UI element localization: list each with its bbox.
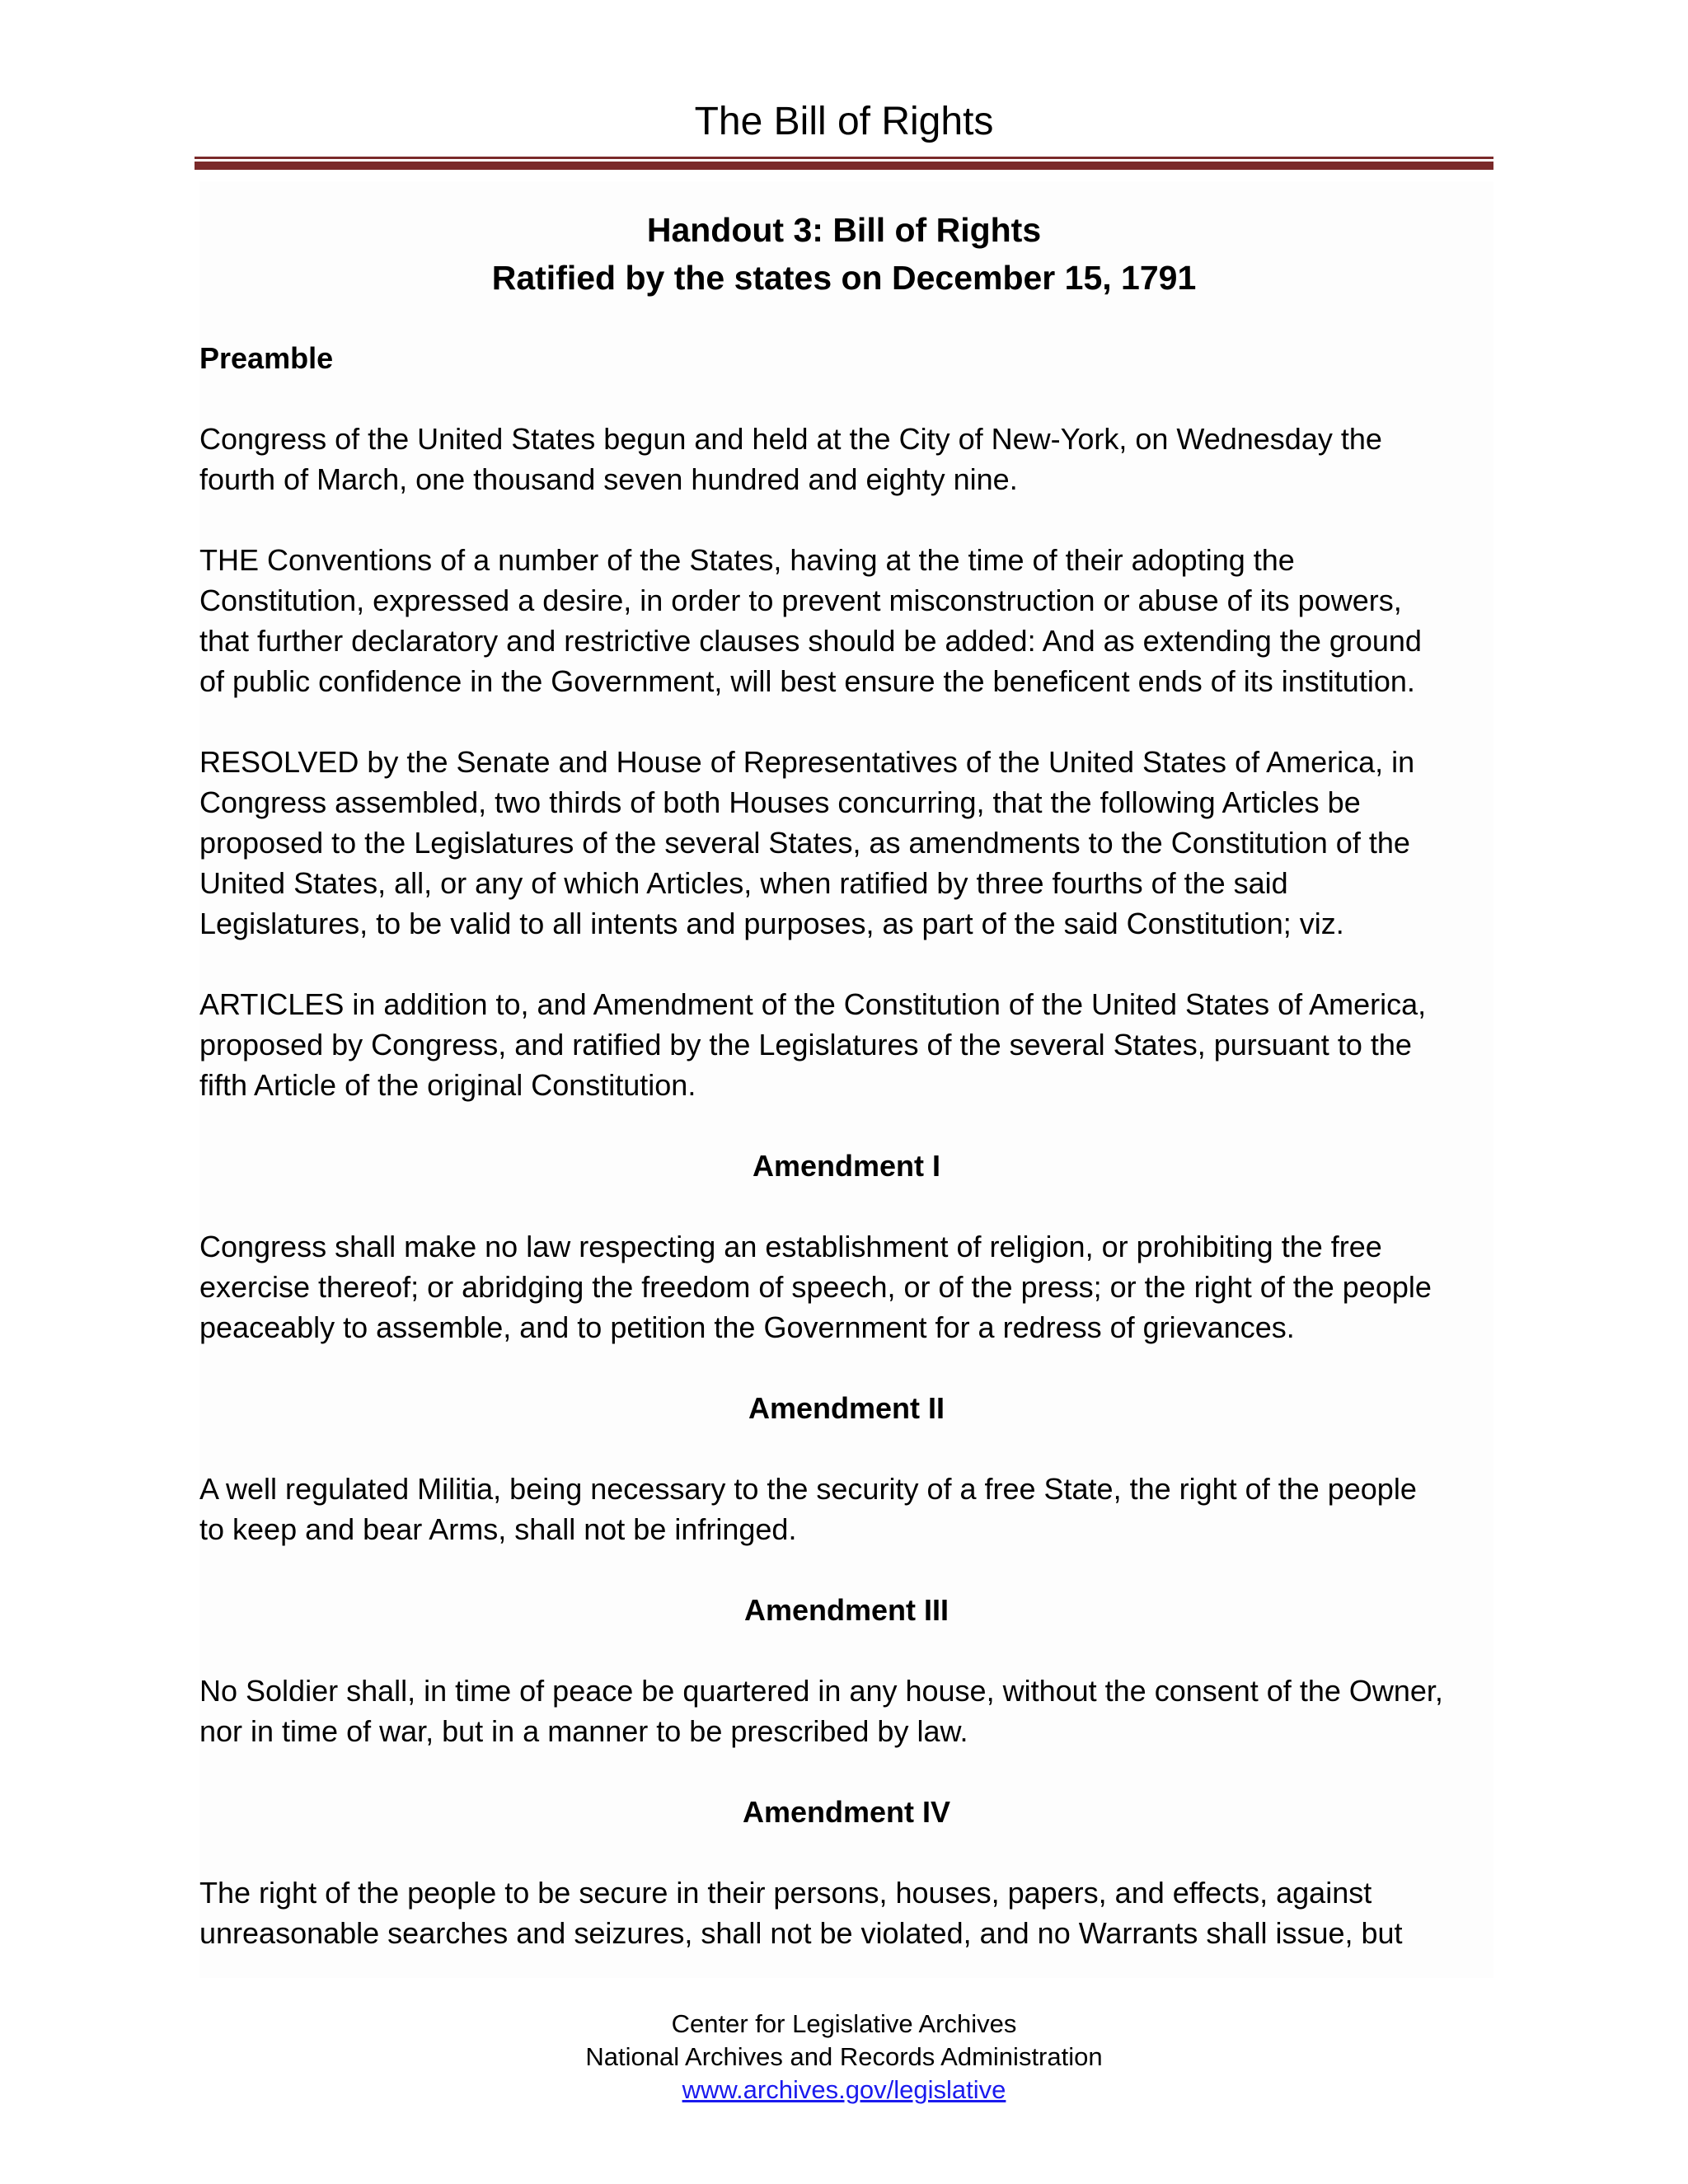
- amendment-heading: Amendment I: [752, 1149, 941, 1183]
- preamble-paragraph: THE Conventions of a number of the States, having at the time of their adopting the Constitution, expressed a desire, in order to prevent misconstruction or abuse of its powers, that further declaratory and restrictive clauses should be added: And as extending the ground of public confidence in the Government, will best ensure the beneficent ends of its institution.: [199, 543, 1422, 698]
- amendment-text: A well regulated Militia, being necessary to the security of a free State, the right of the people to keep and bear Arms, shall not be infringed.: [199, 1472, 1417, 1546]
- document-body: [199, 338, 1493, 1994]
- preamble-label: Preamble: [199, 341, 334, 375]
- amendment-text: The right of the people to be secure in their persons, houses, papers, and effects, against unreasonable searches and seizures, shall not be violated, and no Warrants shall issue, but: [199, 1876, 1403, 1950]
- handout-title-line1: Handout 3: Bill of Rights: [646, 211, 1042, 249]
- preamble-paragraph: Congress of the United States begun and held at the City of New-York, on Wednesday the fourth of March, one thousand seven hundred and eighty nine.: [199, 422, 1382, 496]
- amendment-heading: Amendment III: [743, 1593, 950, 1627]
- header-rule-thick: [195, 162, 1493, 170]
- header-rule-thin: [195, 157, 1493, 159]
- footer-website-link[interactable]: www.archives.gov/legislative: [682, 2075, 1006, 2104]
- footer-line-agency: National Archives and Records Administration: [585, 2042, 1103, 2071]
- amendment-heading: Amendment II: [748, 1391, 945, 1425]
- preamble-paragraph: RESOLVED by the Senate and House of Representatives of the United States of America, in Congress assembled, two thirds of both Houses concurring, that the following Articles be proposed to the Legislatures of the several States, as amendments to the Constitution of the United States, all, or any of which Articles, when ratified by three fourths of the said Legislatures, to be valid to all intents and purposes, as part of the said Constitution; viz.: [199, 745, 1415, 940]
- amendment-text: No Soldier shall, in time of peace be quartered in any house, without the consent of the Owner, nor in time of war, but in a manner to be prescribed by law.: [199, 1674, 1443, 1748]
- page-header-title: The Bill of Rights: [694, 100, 994, 143]
- amendment-text: Congress shall make no law respecting an establishment of religion, or prohibiting the free exercise thereof; or abridging the freedom of speech, or of the press; or the right of the people peaceably to assemble, and to petition the Government for a redress of grievances.: [199, 1230, 1432, 1344]
- handout-title-line2: Ratified by the states on December 15, 1791: [491, 259, 1197, 297]
- preamble-paragraph: ARTICLES in addition to, and Amendment of the Constitution of the United States of America, proposed by Congress, and ratified by the Legislatures of the several States, pursuant to the fifth Article of the original Constitution.: [199, 987, 1427, 1102]
- footer-line-center: Center for Legislative Archives: [671, 2009, 1017, 2038]
- handout-title: [0, 206, 1688, 302]
- page-footer: [0, 2008, 1688, 2107]
- amendment-heading: Amendment IV: [742, 1795, 951, 1829]
